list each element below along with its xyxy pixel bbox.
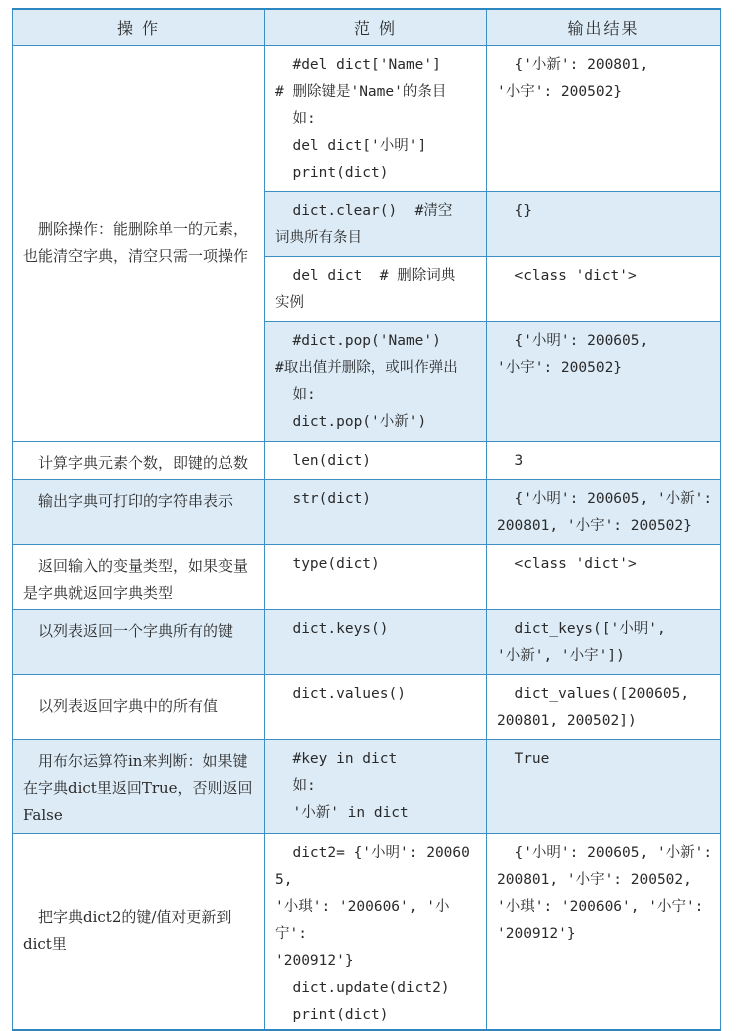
output-cell: {} bbox=[487, 191, 721, 256]
table-row bbox=[13, 609, 721, 674]
example-cell: dict.values() bbox=[265, 674, 487, 739]
output-cell: dict_keys(['小明', '小新', '小宇']) bbox=[487, 609, 721, 674]
output-cell: 3 bbox=[487, 441, 721, 479]
example-cell: type(dict) bbox=[265, 544, 487, 609]
output-cell: dict_values([200605, 200801, 200502]) bbox=[487, 674, 721, 739]
output-cell: {'小明': 200605, '小宇': 200502} bbox=[487, 321, 721, 441]
dict-operations-table-wrapper bbox=[12, 8, 720, 1031]
operation-cell: 以列表返回一个字典所有的键 bbox=[13, 609, 265, 674]
operation-cell: 以列表返回字典中的所有值 bbox=[13, 674, 265, 739]
operation-cell: 把字典dict2的键/值对更新到dict里 bbox=[13, 833, 265, 1030]
table-row bbox=[13, 441, 721, 479]
example-cell: #key in dict 如: '小新' in dict bbox=[265, 739, 487, 833]
dict-operations-table bbox=[12, 8, 721, 1031]
example-cell: del dict # 删除词典 实例 bbox=[265, 256, 487, 321]
output-cell: {'小新': 200801, '小宇': 200502} bbox=[487, 45, 721, 191]
output-cell: {'小明': 200605, '小新': 200801, '小宇': 200502, '小琪': '200606', '小宁': '200912'} bbox=[487, 833, 721, 1030]
table-row bbox=[13, 833, 721, 1030]
operation-cell: 返回输入的变量类型，如果变量是字典就返回字典类型 bbox=[13, 544, 265, 609]
example-cell: len(dict) bbox=[265, 441, 487, 479]
output-cell: <class 'dict'> bbox=[487, 544, 721, 609]
table-row bbox=[13, 45, 721, 191]
operation-cell: 用布尔运算符in来判断：如果键在字典dict里返回True，否则返回False bbox=[13, 739, 265, 833]
example-cell: dict.clear() #清空 词典所有条目 bbox=[265, 191, 487, 256]
table-header-row bbox=[13, 9, 721, 45]
example-cell: #del dict['Name'] # 删除键是'Name'的条目 如: del dict['小明'] print(dict) bbox=[265, 45, 487, 191]
output-cell: <class 'dict'> bbox=[487, 256, 721, 321]
header-example: 范 例 bbox=[265, 9, 487, 45]
table-row bbox=[13, 739, 721, 833]
output-cell: True bbox=[487, 739, 721, 833]
header-operation: 操 作 bbox=[13, 9, 265, 45]
operation-cell: 删除操作：能删除单一的元素，也能清空字典，清空只需一项操作 bbox=[13, 45, 265, 441]
example-cell: str(dict) bbox=[265, 479, 487, 544]
operation-cell: 输出字典可打印的字符串表示 bbox=[13, 479, 265, 544]
example-cell: #dict.pop('Name') #取出值并删除，或叫作弹出 如: dict.pop('小新') bbox=[265, 321, 487, 441]
table-row bbox=[13, 479, 721, 544]
output-cell: {'小明': 200605, '小新': 200801, '小宇': 200502} bbox=[487, 479, 721, 544]
example-cell: dict2= {'小明': 200605, '小琪': '200606', '小宁': '200912'} dict.update(dict2) print(dict) bbox=[265, 833, 487, 1030]
table-row bbox=[13, 674, 721, 739]
table-row bbox=[13, 544, 721, 609]
example-cell: dict.keys() bbox=[265, 609, 487, 674]
header-output: 输出结果 bbox=[487, 9, 721, 45]
operation-cell: 计算字典元素个数，即键的总数 bbox=[13, 441, 265, 479]
